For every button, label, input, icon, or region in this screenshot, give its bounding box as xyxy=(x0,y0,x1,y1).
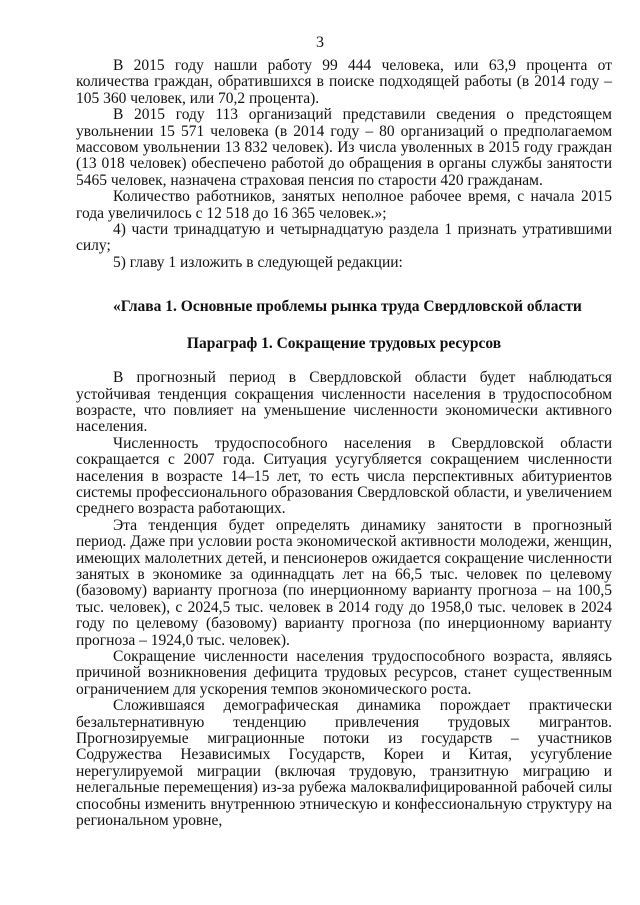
paragraph-layoffs-2015: В 2015 году 113 организаций представили сведения о предстоящем увольнении 15 571 человека (в 2014 году – 80 организаций о предполагаемом массовом увольнении 13 832 человек). Из числа уволенных в 2015 году граждан (13 018 человек) обеспечено работой до обращения в органы службы занятости 5465 человек, назначена страховая пенсия по старости 420 гражданам. xyxy=(76,106,612,189)
paragraph-employment-dynamics: Эта тенденция будет определять динамику занятости в прогнозный период. Даже при условии роста экономической активности молодежи, женщин, имеющих малолетних детей, и пенсионеров ожидается сокращение численности занятых в экономике за одиннадцать лет на 66,5 тыс. человек по целевому (базовому) варианту прогноза (по инерционному варианту прогноза – на 100,5 тыс. человек), с 2024,5 тыс. человек в 2014 году до 1958,0 тыс. человек в 2024 году по целевому (базовому) варианту прогноза (по инерционному варианту прогноза – 1924,0 тыс. человек). xyxy=(76,516,612,649)
paragraph-working-age-decline: Численность трудоспособного населения в Свердловской области сокращается с 2007 года. Ситуация усугубляется сокращением численности населения в возрасте 14–15 лет, то есть числа перспективных абитуриентов системы профессионального образования Свердловской области, и увеличением среднего возраста работающих. xyxy=(76,434,612,518)
paragraph-labor-deficit: Сокращение численности населения трудоспособного возраста, являясь причиной возникновения дефицита трудовых ресурсов, станет существенным ограничением для ускорения темпов экономического роста. xyxy=(76,648,612,698)
paragraph-forecast-trend: В прогнозный период в Свердловской области будет наблюдаться устойчивая тенденция сокращения численности населения в трудоспособном возрасте, что повлияет на уменьшение численности экономически активного населения. xyxy=(76,369,612,436)
paragraph-item-4: 4) части тринадцатую и четырнадцатую раздела 1 признать утратившими силу; xyxy=(76,221,612,255)
paragraph-migration: Сложившаяся демографическая динамика порождает практически безальтернативную тенденцию привлечения трудовых мигрантов. Прогнозируемые миграционные потоки из государств – участников Содружества Независимых Государств, Кореи и Китая, усугубление нерегулируемой миграции (включая трудовую, транзитную миграцию и нелегальные перемещения) из-за рубежа малоквалифицированной рабочей силы способны изменить внутреннюю этническую и конфессиональную структуру на региональном уровне, xyxy=(76,697,612,830)
section-heading: Параграф 1. Сокращение трудовых ресурсов xyxy=(186,334,502,352)
paragraph-item-5: 5) главу 1 изложить в следующей редакции: xyxy=(113,253,403,271)
paragraph-part-time-workers: Количество работников, занятых неполное рабочее время, с начала 2015 года увеличилось с 12 518 до 16 365 человек.»; xyxy=(76,188,612,222)
page-number: 3 xyxy=(316,34,324,51)
chapter-heading: «Глава 1. Основные проблемы рынка труда Свердловской области xyxy=(113,298,582,316)
paragraph-employment-2015: В 2015 году нашли работу 99 444 человека, или 63,9 процента от количества граждан, обратившихся в поиске подходящей работы (в 2014 году – 105 360 человек, или 70,2 процента). xyxy=(76,57,612,107)
document-body xyxy=(76,58,612,829)
